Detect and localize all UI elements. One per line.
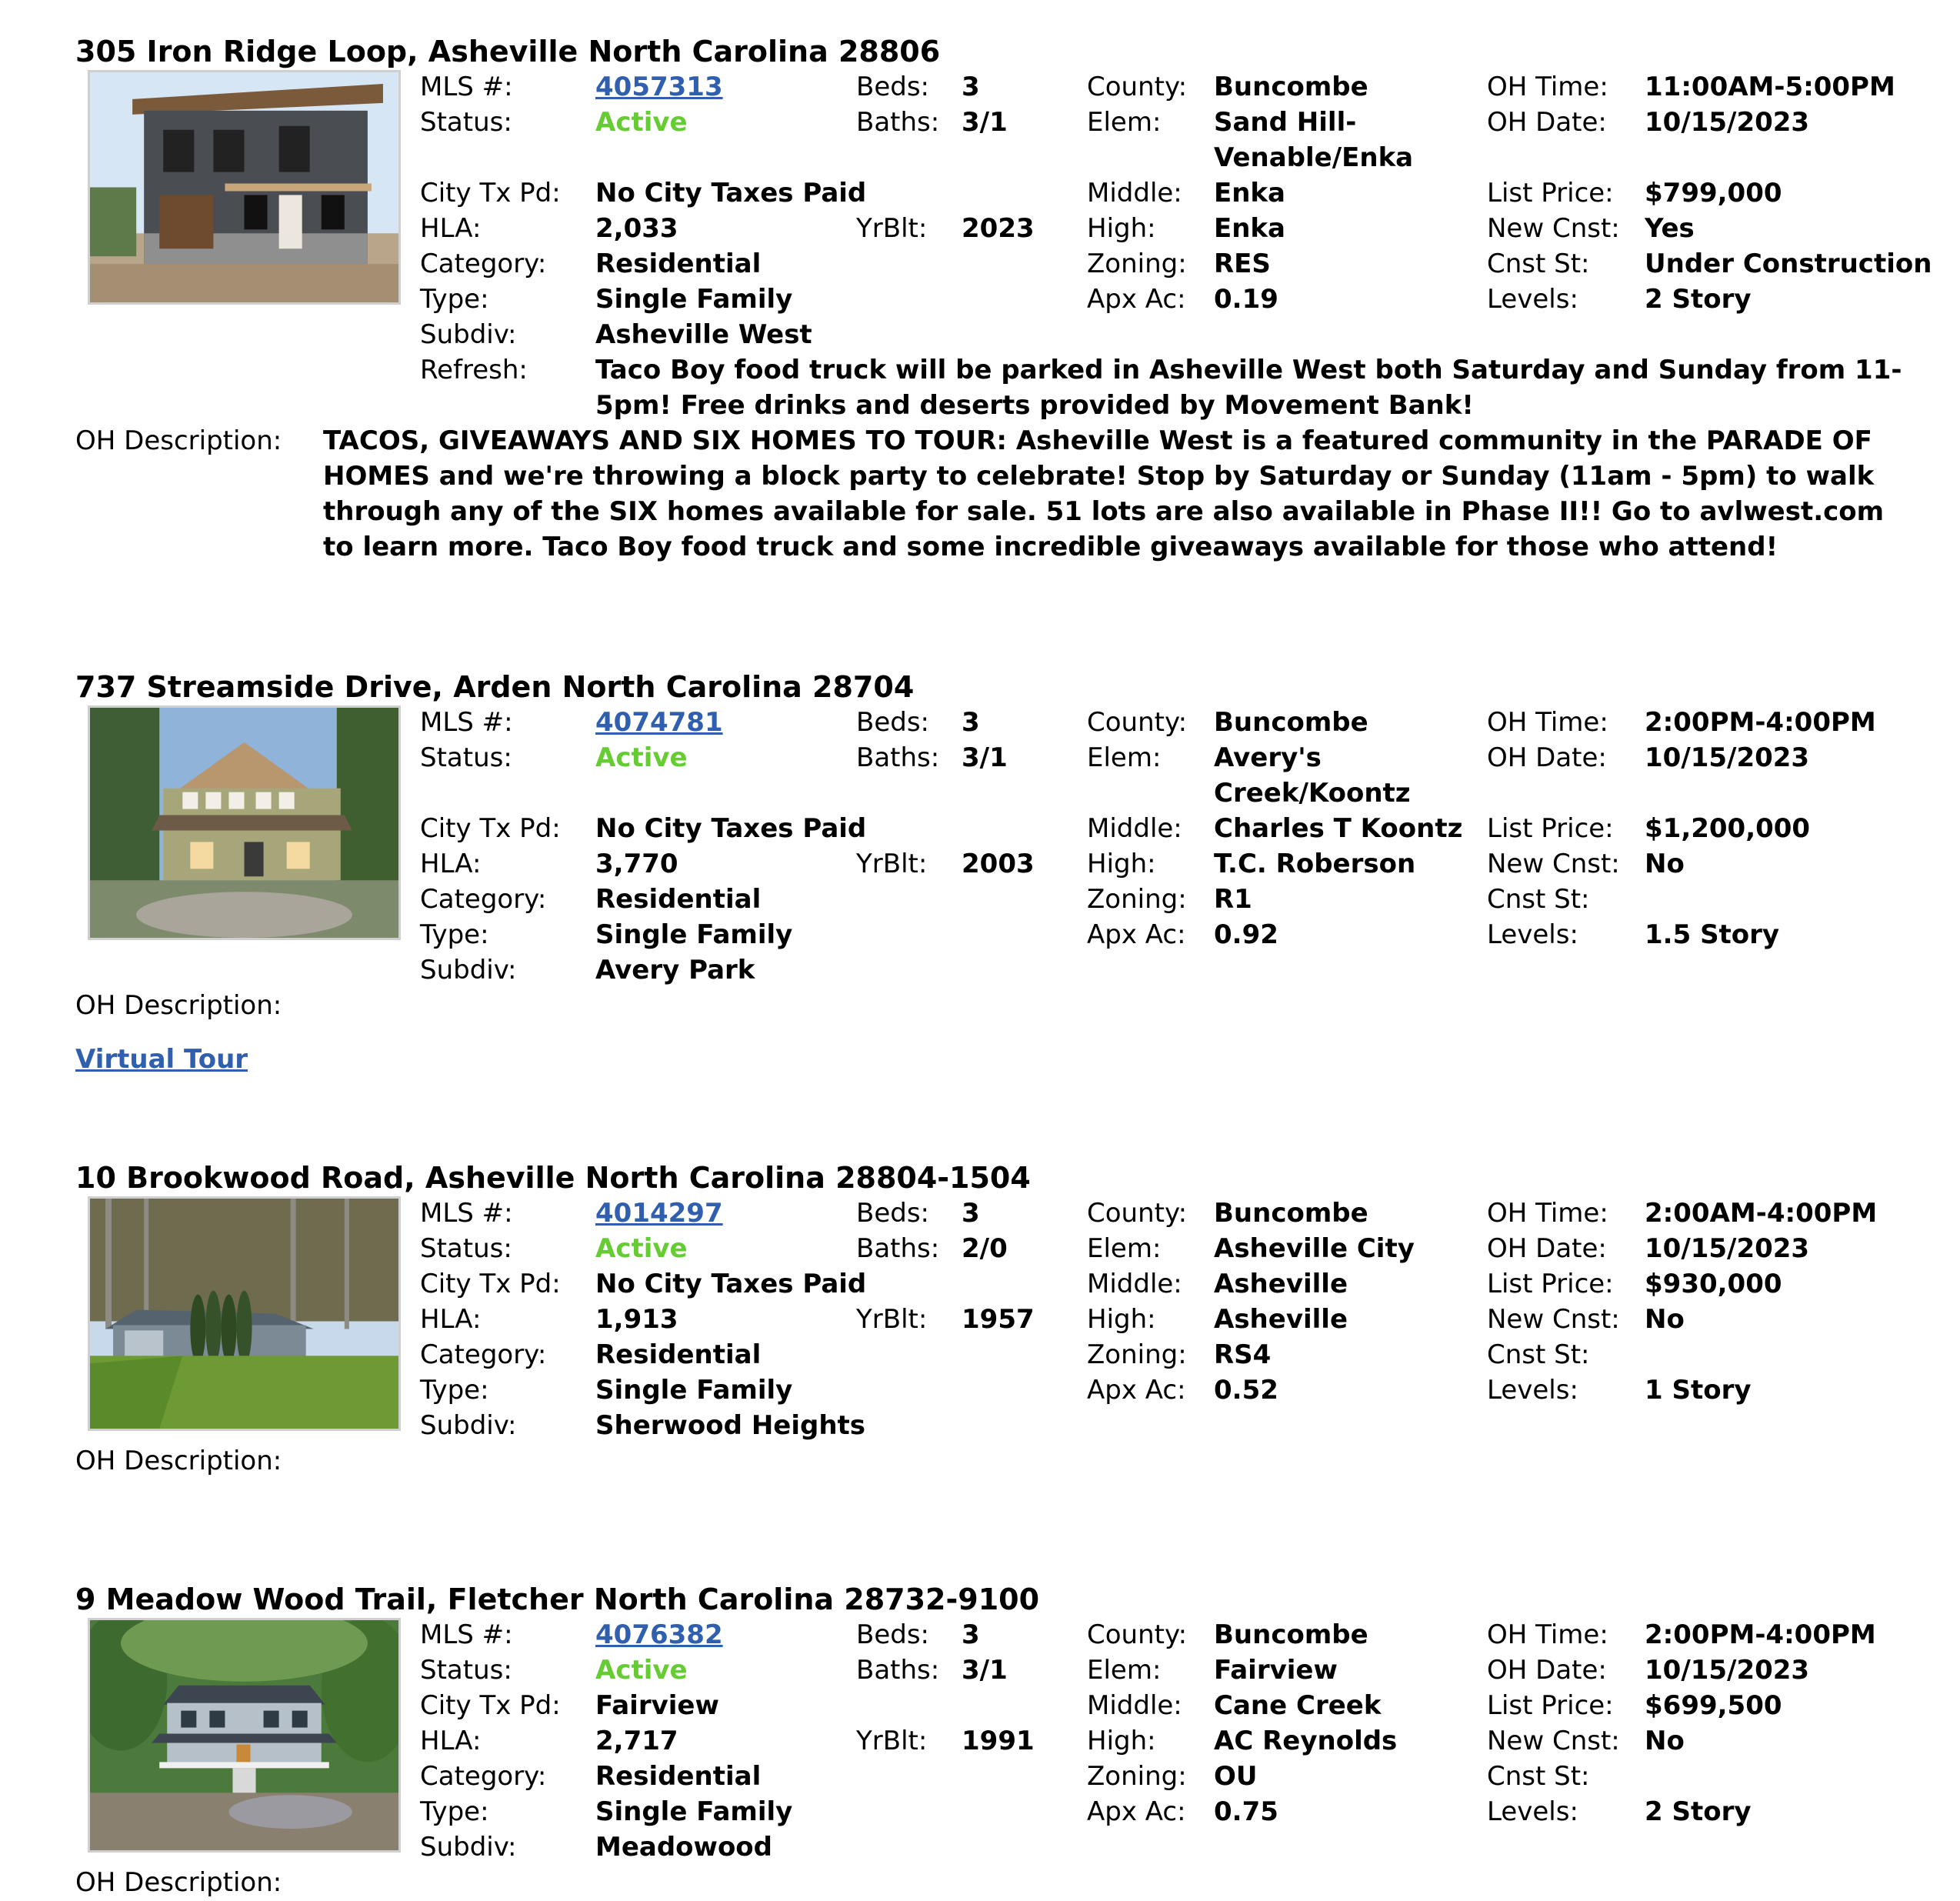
middle-label: Middle: xyxy=(1087,1690,1182,1721)
levels-label: Levels: xyxy=(1487,284,1578,315)
beds-label: Beds: xyxy=(856,1619,929,1650)
new-cnst-label: New Cnst: xyxy=(1487,1726,1620,1756)
city-tx-label: City Tx Pd: xyxy=(420,1690,561,1721)
listing-address: 10 Brookwood Road, Asheville North Carolina 28804-1504 xyxy=(75,1161,1031,1195)
oh-time-label: OH Time: xyxy=(1487,72,1608,102)
oh-time-label: OH Time: xyxy=(1487,1198,1608,1229)
zoning-label: Zoning: xyxy=(1087,1339,1187,1370)
oh-date-label: OH Date: xyxy=(1487,1233,1607,1264)
oh-date-label: OH Date: xyxy=(1487,742,1607,773)
oh-time-value: 2:00AM-4:00PM xyxy=(1645,1198,1878,1229)
zoning-label: Zoning: xyxy=(1087,248,1187,279)
house-photo-colonial-icon[interactable] xyxy=(88,1618,401,1853)
cnst-st-value: Under Construction xyxy=(1645,248,1932,279)
type-value: Single Family xyxy=(595,1796,793,1827)
beds-label: Beds: xyxy=(856,1198,929,1229)
oh-description-value: TACOS, GIVEAWAYS AND SIX HOMES TO TOUR: Asheville West is a featured community in the PARADE OF HOMES and we're throwing a block party to celebrate! Stop by Saturday or Sunday (11am - 5pm) to walk through any of the SIX homes available for sale. 51 lots are also available in Phase II!! Go to avlwest.com to learn more. Taco Boy food truck and some incredible giveaways available for those who attend! xyxy=(323,425,1885,562)
county-label: County: xyxy=(1087,72,1188,102)
high-value: AC Reynolds xyxy=(1214,1726,1398,1756)
middle-label: Middle: xyxy=(1087,813,1182,844)
oh-time-label: OH Time: xyxy=(1487,707,1608,738)
apx-ac-label: Apx Ac: xyxy=(1087,919,1186,950)
levels-label: Levels: xyxy=(1487,919,1578,950)
refresh-value: Taco Boy food truck will be parked in Asheville West both Saturday and Sunday from 11-5pm! Free drinks and deserts provided by Movement Bank! xyxy=(595,355,1902,421)
new-cnst-label: New Cnst: xyxy=(1487,213,1620,244)
category-label: Category: xyxy=(420,248,547,279)
oh-description-label: OH Description: xyxy=(75,1446,282,1476)
new-cnst-value: No xyxy=(1645,849,1685,879)
listing-address: 9 Meadow Wood Trail, Fletcher North Carolina 28732-9100 xyxy=(75,1582,1040,1616)
oh-date-value: 10/15/2023 xyxy=(1645,1233,1810,1264)
listing-address: 737 Streamside Drive, Arden North Carolina 28704 xyxy=(75,670,915,704)
hla-label: HLA: xyxy=(420,213,482,244)
cnst-st-label: Cnst St: xyxy=(1487,248,1590,279)
new-cnst-value: Yes xyxy=(1645,213,1695,244)
middle-value: Cane Creek xyxy=(1214,1690,1382,1721)
city-tx-label: City Tx Pd: xyxy=(420,1269,561,1299)
subdiv-label: Subdiv: xyxy=(420,319,517,350)
zoning-label: Zoning: xyxy=(1087,1761,1187,1792)
apx-ac-value: 0.52 xyxy=(1214,1375,1278,1406)
mls-label: MLS #: xyxy=(420,1198,513,1229)
high-value: Enka xyxy=(1214,213,1285,244)
beds-value: 3 xyxy=(962,1619,980,1650)
list-price-label: List Price: xyxy=(1487,813,1614,844)
oh-time-value: 2:00PM-4:00PM xyxy=(1645,707,1876,738)
zoning-value: R1 xyxy=(1214,884,1252,915)
middle-label: Middle: xyxy=(1087,178,1182,208)
middle-value: Asheville xyxy=(1214,1269,1348,1299)
listing-address: 305 Iron Ridge Loop, Asheville North Carolina 28806 xyxy=(75,35,941,68)
mls-number-link[interactable] xyxy=(595,69,723,105)
levels-value: 2 Story xyxy=(1645,1796,1752,1827)
elem-value: Fairview xyxy=(1214,1655,1338,1686)
city-tx-value: Fairview xyxy=(595,1690,719,1721)
mls-number-link[interactable] xyxy=(595,705,723,740)
beds-value: 3 xyxy=(962,1198,980,1229)
elem-label: Elem: xyxy=(1087,1233,1162,1264)
beds-value: 3 xyxy=(962,707,980,738)
house-photo-modern-icon[interactable] xyxy=(88,70,401,305)
city-tx-label: City Tx Pd: xyxy=(420,178,561,208)
yrblt-label: YrBlt: xyxy=(856,1304,928,1335)
status-label: Status: xyxy=(420,1233,512,1264)
baths-label: Baths: xyxy=(856,1655,940,1686)
baths-value: 2/0 xyxy=(962,1233,1008,1264)
mls-label: MLS #: xyxy=(420,707,513,738)
hla-label: HLA: xyxy=(420,1304,482,1335)
yrblt-value: 2023 xyxy=(962,213,1035,244)
middle-value: Charles T Koontz xyxy=(1214,813,1463,844)
oh-date-label: OH Date: xyxy=(1487,107,1607,138)
high-label: High: xyxy=(1087,849,1156,879)
oh-time-value: 11:00AM-5:00PM xyxy=(1645,72,1895,102)
yrblt-value: 2003 xyxy=(962,849,1035,879)
new-cnst-value: No xyxy=(1645,1304,1685,1335)
county-label: County: xyxy=(1087,1619,1188,1650)
oh-description-label: OH Description: xyxy=(75,1867,282,1898)
baths-label: Baths: xyxy=(856,742,940,773)
oh-date-value: 10/15/2023 xyxy=(1645,742,1810,773)
baths-value: 3/1 xyxy=(962,1655,1008,1686)
status-value: Active xyxy=(595,107,688,138)
category-label: Category: xyxy=(420,884,547,915)
county-value: Buncombe xyxy=(1214,707,1368,738)
status-value: Active xyxy=(595,1233,688,1264)
apx-ac-value: 0.92 xyxy=(1214,919,1278,950)
oh-description-label: OH Description: xyxy=(75,990,282,1021)
elem-value: Sand Hill-Venable/Enka xyxy=(1214,107,1414,173)
subdiv-label: Subdiv: xyxy=(420,1410,517,1441)
category-value: Residential xyxy=(595,1761,762,1792)
county-label: County: xyxy=(1087,707,1188,738)
type-label: Type: xyxy=(420,1375,489,1406)
county-value: Buncombe xyxy=(1214,1198,1368,1229)
county-value: Buncombe xyxy=(1214,72,1368,102)
status-label: Status: xyxy=(420,107,512,138)
new-cnst-label: New Cnst: xyxy=(1487,1304,1620,1335)
city-tx-value: No City Taxes Paid xyxy=(595,178,867,208)
list-price-value: $1,200,000 xyxy=(1645,813,1811,844)
type-label: Type: xyxy=(420,919,489,950)
subdiv-value: Asheville West xyxy=(595,319,812,350)
house-photo-ranch-icon[interactable] xyxy=(88,1196,401,1431)
cnst-st-label: Cnst St: xyxy=(1487,884,1590,915)
baths-label: Baths: xyxy=(856,1233,940,1264)
subdiv-value: Avery Park xyxy=(595,955,755,986)
type-label: Type: xyxy=(420,284,489,315)
oh-date-label: OH Date: xyxy=(1487,1655,1607,1686)
category-value: Residential xyxy=(595,884,762,915)
zoning-value: RES xyxy=(1214,248,1271,279)
baths-value: 3/1 xyxy=(962,107,1008,138)
cnst-st-label: Cnst St: xyxy=(1487,1761,1590,1792)
cnst-st-label: Cnst St: xyxy=(1487,1339,1590,1370)
list-price-value: $799,000 xyxy=(1645,178,1782,208)
elem-label: Elem: xyxy=(1087,107,1162,138)
mls-label: MLS #: xyxy=(420,1619,513,1650)
status-value: Active xyxy=(595,1655,688,1686)
subdiv-label: Subdiv: xyxy=(420,1832,517,1863)
apx-ac-label: Apx Ac: xyxy=(1087,1375,1186,1406)
hla-label: HLA: xyxy=(420,1726,482,1756)
beds-label: Beds: xyxy=(856,72,929,102)
baths-value: 3/1 xyxy=(962,742,1008,773)
middle-label: Middle: xyxy=(1087,1269,1182,1299)
type-value: Single Family xyxy=(595,919,793,950)
list-price-value: $930,000 xyxy=(1645,1269,1782,1299)
yrblt-value: 1957 xyxy=(962,1304,1035,1335)
status-label: Status: xyxy=(420,742,512,773)
elem-label: Elem: xyxy=(1087,742,1162,773)
mls-number-link[interactable] xyxy=(595,1196,723,1231)
city-tx-value: No City Taxes Paid xyxy=(595,813,867,844)
house-photo-craftsman-icon[interactable] xyxy=(88,705,401,940)
list-price-label: List Price: xyxy=(1487,1690,1614,1721)
levels-value: 1.5 Story xyxy=(1645,919,1780,950)
middle-value: Enka xyxy=(1214,178,1285,208)
type-label: Type: xyxy=(420,1796,489,1827)
yrblt-label: YrBlt: xyxy=(856,213,928,244)
yrblt-label: YrBlt: xyxy=(856,1726,928,1756)
oh-time-value: 2:00PM-4:00PM xyxy=(1645,1619,1876,1650)
mls-number[interactable]: 4014297 xyxy=(595,1198,723,1229)
hla-label: HLA: xyxy=(420,849,482,879)
new-cnst-value: No xyxy=(1645,1726,1685,1756)
subdiv-value: Sherwood Heights xyxy=(595,1410,866,1441)
category-value: Residential xyxy=(595,248,762,279)
beds-value: 3 xyxy=(962,72,980,102)
mls-number-link[interactable] xyxy=(595,1617,723,1653)
city-tx-value: No City Taxes Paid xyxy=(595,1269,867,1299)
hla-value: 2,717 xyxy=(595,1726,678,1756)
subdiv-label: Subdiv: xyxy=(420,955,517,986)
mls-number[interactable]: 4057313 xyxy=(595,72,723,102)
high-label: High: xyxy=(1087,213,1156,244)
baths-label: Baths: xyxy=(856,107,940,138)
type-value: Single Family xyxy=(595,1375,793,1406)
oh-date-value: 10/15/2023 xyxy=(1645,1655,1810,1686)
list-price-value: $699,500 xyxy=(1645,1690,1782,1721)
beds-label: Beds: xyxy=(856,707,929,738)
status-label: Status: xyxy=(420,1655,512,1686)
yrblt-label: YrBlt: xyxy=(856,849,928,879)
category-label: Category: xyxy=(420,1339,547,1370)
status-value: Active xyxy=(595,742,688,773)
county-value: Buncombe xyxy=(1214,1619,1368,1650)
category-label: Category: xyxy=(420,1761,547,1792)
high-label: High: xyxy=(1087,1304,1156,1335)
apx-ac-label: Apx Ac: xyxy=(1087,1796,1186,1827)
elem-value: Asheville City xyxy=(1214,1233,1415,1264)
refresh-label: Refresh: xyxy=(420,355,528,385)
subdiv-value: Meadowood xyxy=(595,1832,772,1863)
levels-value: 1 Story xyxy=(1645,1375,1752,1406)
mls-label: MLS #: xyxy=(420,72,513,102)
mls-number[interactable]: 4074781 xyxy=(595,707,723,738)
levels-label: Levels: xyxy=(1487,1796,1578,1827)
elem-label: Elem: xyxy=(1087,1655,1162,1686)
oh-description-label: OH Description: xyxy=(75,425,282,456)
elem-value: Avery's Creek/Koontz xyxy=(1214,742,1411,809)
type-value: Single Family xyxy=(595,284,793,315)
mls-number[interactable]: 4076382 xyxy=(595,1619,723,1650)
hla-value: 3,770 xyxy=(595,849,678,879)
zoning-label: Zoning: xyxy=(1087,884,1187,915)
high-value: Asheville xyxy=(1214,1304,1348,1335)
county-label: County: xyxy=(1087,1198,1188,1229)
list-price-label: List Price: xyxy=(1487,1269,1614,1299)
category-value: Residential xyxy=(595,1339,762,1370)
zoning-value: RS4 xyxy=(1214,1339,1272,1370)
apx-ac-value: 0.19 xyxy=(1214,284,1278,315)
apx-ac-value: 0.75 xyxy=(1214,1796,1278,1827)
zoning-value: OU xyxy=(1214,1761,1258,1792)
city-tx-label: City Tx Pd: xyxy=(420,813,561,844)
hla-value: 2,033 xyxy=(595,213,678,244)
levels-label: Levels: xyxy=(1487,1375,1578,1406)
levels-value: 2 Story xyxy=(1645,284,1752,315)
list-price-label: List Price: xyxy=(1487,178,1614,208)
high-label: High: xyxy=(1087,1726,1156,1756)
virtual-tour-link[interactable]: Virtual Tour xyxy=(75,1044,248,1075)
new-cnst-label: New Cnst: xyxy=(1487,849,1620,879)
oh-time-label: OH Time: xyxy=(1487,1619,1608,1650)
oh-date-value: 10/15/2023 xyxy=(1645,107,1810,138)
hla-value: 1,913 xyxy=(595,1304,678,1335)
apx-ac-label: Apx Ac: xyxy=(1087,284,1186,315)
high-value: T.C. Roberson xyxy=(1214,849,1416,879)
yrblt-value: 1991 xyxy=(962,1726,1035,1756)
